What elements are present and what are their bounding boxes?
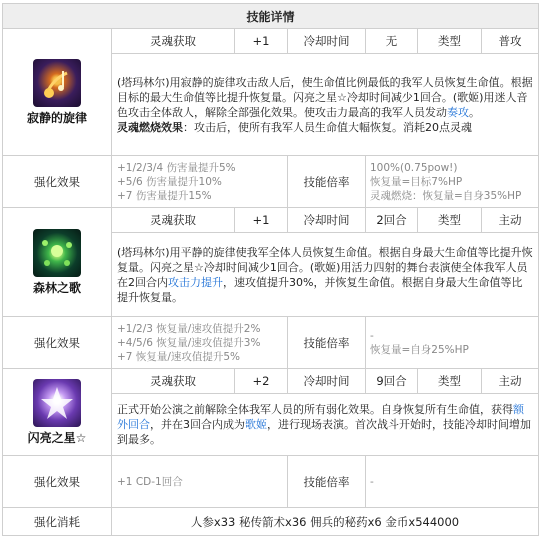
skill-1-soul-value: +1	[235, 29, 288, 54]
skill-2-description: (塔玛林尔)用平静的旋律使我军全体人员恢复生命值。根据自身最大生命值等比提升恢复量。闪亮之星☆冷却时间减少1回合。(歌姬)用活力四射的舞台表演使全体我军人员在2回合内攻击力提升，速攻值提升30%，并恢复生命值。根据自身最大生命值等比提升恢复量。	[112, 233, 539, 317]
cooldown-label: 冷却时间	[288, 208, 366, 233]
skill-1-stats-row	[3, 29, 539, 54]
skill-2-stats-row	[3, 208, 539, 233]
skill-3-portrait	[3, 369, 112, 456]
cooldown-label: 冷却时间	[288, 369, 366, 394]
skill-3-rate: -	[366, 456, 539, 508]
type-label: 类型	[418, 369, 482, 394]
skill-2-type-value: 主动	[482, 208, 539, 233]
skill-2-enhance-list: +1/2/3 恢复量/速攻值提升2% +4/5/6 恢复量/速攻值提升3% +7 恢复量/速攻值提升5%	[112, 317, 288, 369]
skill-3-stats-row	[3, 369, 539, 394]
skill-2-enhance-row	[3, 317, 539, 369]
skill-1-enhance-row	[3, 156, 539, 208]
forest-song-skill-icon	[33, 229, 81, 277]
keyword-link[interactable]: 额外回合	[117, 403, 524, 431]
skill-1-type-value: 普攻	[482, 29, 539, 54]
enhance-effect-label: 强化效果	[3, 317, 112, 369]
soul-burst-label: 灵魂燃烧效果	[117, 120, 183, 134]
enhance-cost-row	[3, 508, 539, 536]
type-label: 类型	[418, 208, 482, 233]
skill-3-name: 闪亮之星☆	[27, 430, 87, 445]
keyword-link[interactable]: 歌姬	[245, 418, 267, 431]
skill-3-enhance-list: +1 CD-1回合	[112, 456, 288, 508]
skill-2-cooldown-value: 2回合	[366, 208, 418, 233]
skill-3-description: 正式开始公演之前解除全体我军人员的所有弱化效果。自身恢复所有生命值，获得额外回合，并在3回合内成为歌姬，进行现场表演。首次战斗开始时，技能冷却时间增加到最多。	[112, 394, 539, 456]
enhance-effect-label: 强化效果	[3, 156, 112, 208]
skill-3-soul-value: +2	[235, 369, 288, 394]
skill-2-rate: - 恢复量=自身25%HP	[366, 317, 539, 369]
skill-3-enhance-row	[3, 456, 539, 508]
skill-1-name: 寂静的旋律	[26, 110, 87, 125]
keyword-link[interactable]: 攻击力提升	[168, 275, 223, 289]
skill-2-portrait	[3, 208, 112, 317]
enhance-cost-value: 人参x33 秘传箭术x36 佣兵的秘药x6 金币x544000	[112, 508, 539, 536]
shining-star-skill-icon	[33, 379, 81, 427]
soul-gain-label: 灵魂获取	[112, 208, 235, 233]
soul-gain-label: 灵魂获取	[112, 29, 235, 54]
skill-1-enhance-list: +1/2/3/4 伤害量提升5% +5/6 伤害量提升10% +7 伤害量提升15%	[112, 156, 288, 208]
type-label: 类型	[418, 29, 482, 54]
enhance-effect-label: 强化效果	[3, 456, 112, 508]
skill-3-type-value: 主动	[482, 369, 539, 394]
skill-detail-table	[2, 3, 539, 536]
skill-1-rate: 100%(0.75pow!) 恢复量=目标7%HP 灵魂燃烧：恢复量=自身35%HP	[366, 156, 539, 208]
keyword-link[interactable]: 奏攻	[447, 105, 469, 119]
skill-2-soul-value: +1	[235, 208, 288, 233]
cooldown-label: 冷却时间	[288, 29, 366, 54]
skill-1-description: (塔玛林尔)用寂静的旋律攻击敌人后，使生命值比例最低的我军人员恢复生命值。根据目标的最大生命值等比提升恢复量。闪亮之星☆冷却时间减少1回合。(歌姬)用迷人音色攻击全体敌人，解除全部强化效果。使攻击力最高的我军人员发动奏攻。 灵魂燃烧效果：攻击后，使所有我军人员生命值大幅恢复。消耗20点灵魂	[112, 54, 539, 156]
skill-1-portrait	[3, 29, 112, 156]
skill-1-cooldown-value: 无	[366, 29, 418, 54]
soul-gain-label: 灵魂获取	[112, 369, 235, 394]
table-title: 技能详情	[3, 4, 539, 29]
skill-rate-label: 技能倍率	[288, 456, 366, 508]
enhance-cost-label: 强化消耗	[3, 508, 112, 536]
skill-3-cooldown-value: 9回合	[366, 369, 418, 394]
skill-2-name: 森林之歌	[32, 280, 81, 295]
silent-melody-skill-icon	[33, 59, 81, 107]
skill-rate-label: 技能倍率	[288, 317, 366, 369]
skill-rate-label: 技能倍率	[288, 156, 366, 208]
